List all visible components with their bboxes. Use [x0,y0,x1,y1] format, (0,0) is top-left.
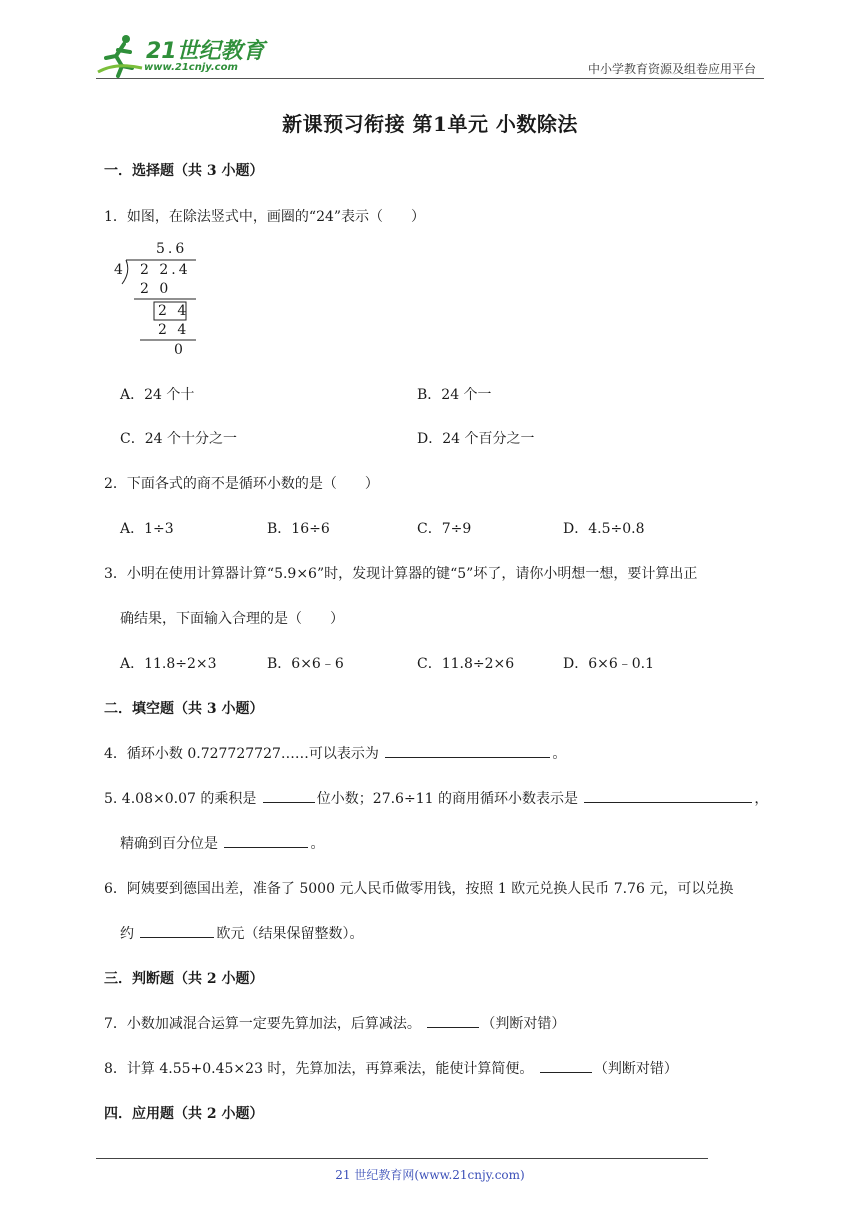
header-divider [96,78,764,79]
logo-title: 21世纪教育 [146,39,265,64]
q7-line [104,1013,565,1033]
q8-line [104,1058,678,1078]
q5-line1 [104,788,768,808]
final-remainder: 0 [174,342,186,358]
section-application: 四．应用题（共 2 小题） [104,1106,264,1122]
dividend: 2 2.4 [140,262,191,278]
quotient: 5.6 [156,241,188,257]
q3-stem-line1: 3．小明在使用计算器计算“5.9×6”时，发现计算器的键“5”坏了，请你小明想一想，要计算出正 [104,566,698,582]
q3-stem-line2: 确结果，下面输入合理的是（ ） [120,611,344,627]
q2-stem: 2．下面各式的商不是循环小数的是（ ） [104,476,379,492]
q3-option-d[interactable]: D．6×6﹣0.1 [563,656,655,672]
q1-option-d[interactable]: D．24 个百分之一 [417,431,535,447]
q5-blank-1[interactable] [263,789,315,803]
section-fill-blank: 二．填空题（共 3 小题） [104,701,264,717]
q7-blank[interactable] [427,1014,479,1028]
q1-option-a[interactable]: A．24 个十 [120,387,195,403]
q5-blank-2[interactable] [584,789,752,803]
q6-text-1: 约 [120,926,139,942]
q5-text-1: 5. 4.08×0.07 的乘积是 [104,791,261,807]
q8-text-end: （判断对错） [593,1061,678,1077]
q6-blank[interactable] [140,924,214,938]
q8-blank[interactable] [540,1059,592,1073]
q1-option-c[interactable]: C．24 个十分之一 [120,431,237,447]
circled-remainder: 2 4 [158,303,190,319]
q6-text-2: 欧元（结果保留整数）。 [216,926,364,942]
page-title: 新课预习衔接 第1单元 小数除法 [282,112,578,136]
q1-option-b[interactable]: B．24 个一 [417,387,492,403]
q7-text: 7．小数加减混合运算一定要先算加法，后算减法。 [104,1016,426,1032]
q5-text-2: 位小数；27.6÷11 的商用循环小数表示是 [316,791,583,807]
footer-divider [96,1158,708,1159]
runner-logo-icon [96,32,146,78]
q4-text-end: 。 [552,746,567,762]
footer-link[interactable]: 21 世纪教育网(www.21cnjy.com) [335,1168,525,1182]
section-true-false: 三．判断题（共 2 小题） [104,971,264,987]
q4-blank[interactable] [385,744,550,758]
q3-option-a[interactable]: A．11.8÷2×3 [120,656,217,672]
q2-option-b[interactable]: B．16÷6 [267,521,330,537]
subtrahend-2: 2 4 [158,322,190,338]
q5-text-4: 精确到百分位是 [120,836,223,852]
q5-blank-3[interactable] [224,834,308,848]
q5-text-3: ， [754,791,769,807]
q8-text: 8．计算 4.55+0.45×23 时，先算加法，再算乘法，能使计算简便。 [104,1061,538,1077]
q5-text-5: 。 [310,836,325,852]
subtrahend-1: 2 0 [140,281,172,297]
q5-line2 [120,833,324,853]
q7-text-end: （判断对错） [481,1016,566,1032]
q4-line [104,743,566,763]
q2-option-a[interactable]: A．1÷3 [120,521,174,537]
q6-line1: 6．阿姨要到德国出差，准备了 5000 元人民币做零用钱，按照 1 欧元兑换人民币 7.76 元，可以兑换 [104,881,734,897]
logo-url: www.21cnjy.com [144,62,238,73]
section-choice: 一．选择题（共 3 小题） [104,163,264,179]
long-division-figure [112,238,212,363]
q3-option-b[interactable]: B．6×6﹣6 [267,656,344,672]
q4-text: 4．循环小数 0.727727727……可以表示为 [104,746,384,762]
header-slogan: 中小学教育资源及组卷应用平台 [587,62,756,76]
q3-option-c[interactable]: C．11.8÷2×6 [417,656,515,672]
logo [96,30,266,78]
divisor: 4 [114,262,126,278]
q6-line2 [120,923,363,943]
q2-option-c[interactable]: C．7÷9 [417,521,472,537]
page-header [96,30,764,80]
q1-stem: 1．如图，在除法竖式中，画圈的“24”表示（ ） [104,209,426,225]
q2-option-d[interactable]: D．4.5÷0.8 [563,521,645,537]
